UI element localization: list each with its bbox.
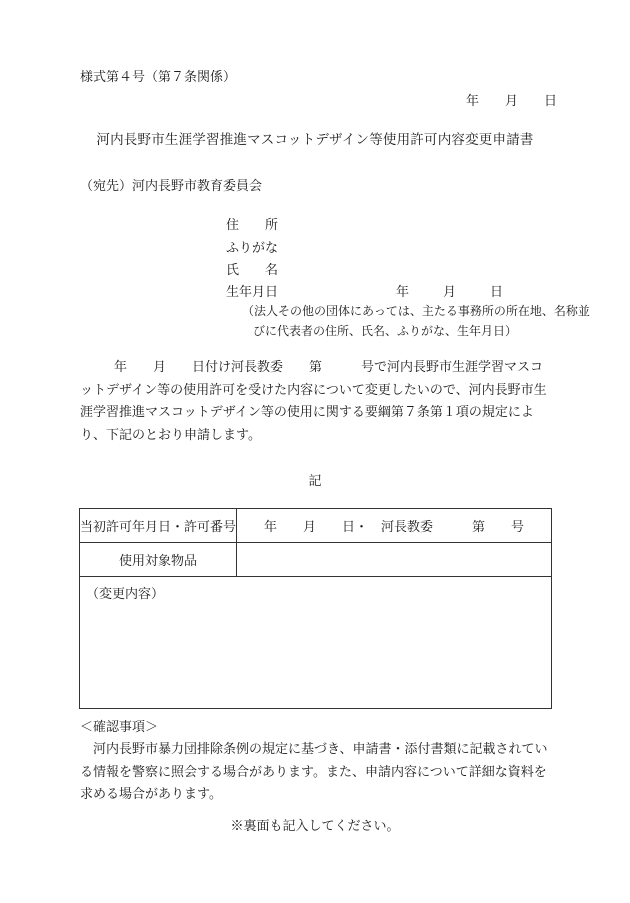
addressee: （宛先）河内長野市教育委員会	[80, 179, 263, 194]
date-year-label: 年	[466, 94, 480, 109]
birth-date-fields	[396, 281, 503, 300]
table-row	[80, 577, 552, 709]
submission-date	[466, 90, 557, 109]
confirm-text-block	[80, 739, 554, 807]
application-table	[79, 508, 552, 709]
birth-year-label: 年	[396, 285, 410, 300]
target-item-field[interactable]	[237, 543, 552, 577]
request-statement	[80, 357, 552, 447]
date-day-label: 日	[544, 94, 558, 109]
change-details-label: （変更内容）	[86, 587, 165, 602]
footer-note: ※裏面も記入してください。	[230, 819, 400, 834]
date-month-label: 月	[505, 94, 519, 109]
birth-month-label: 月	[443, 285, 457, 300]
applicant-note-line1: （法人その他の団体にあっては、主たる事務所の所在地、名称並	[242, 304, 590, 318]
applicant-address-label: 住 所	[226, 218, 279, 233]
form-number: 様式第４号（第７条関係）	[80, 70, 237, 85]
applicant-note-line2: びに代表者の住所、氏名、ふりがな、生年月日）	[253, 324, 518, 338]
applicant-name-label: 氏 名	[226, 263, 279, 278]
original-permit-value[interactable]: 年 月 日・ 河長教委 第 号	[237, 509, 552, 543]
applicant-furigana-label: ふりがな	[226, 241, 279, 256]
confirm-heading: ＜確認事項＞	[80, 720, 159, 735]
table-row	[80, 543, 552, 577]
applicant-birth-label: 生年月日	[226, 285, 279, 300]
ki-heading: 記	[308, 474, 322, 489]
page-title: 河内長野市生涯学習推進マスコットデザイン等使用許可内容変更申請書	[96, 132, 534, 148]
request-statement-text: 年 月 日付け河長教委 第 号で河内長野市生涯学習マスコットデザイン等の使用許可を受けた内容について変更したいので、河内長野市生涯学習推進マスコットデザイン等の使用に関する要綱第７条第１項の規定により、下記のとおり申請します。	[80, 360, 547, 443]
table-row	[80, 509, 552, 543]
birth-day-label: 日	[490, 285, 504, 300]
change-details-field[interactable]	[80, 577, 552, 709]
confirm-text: 河内長野市暴力団排除条例の規定に基づき、申請書・添付書類に記載されている情報を警察に照会する場合があります。また、申請内容について詳細な資料を求める場合があります。	[80, 742, 548, 802]
original-permit-label: 当初許可年月日・許可番号	[80, 509, 237, 543]
target-item-label: 使用対象物品	[80, 543, 237, 577]
